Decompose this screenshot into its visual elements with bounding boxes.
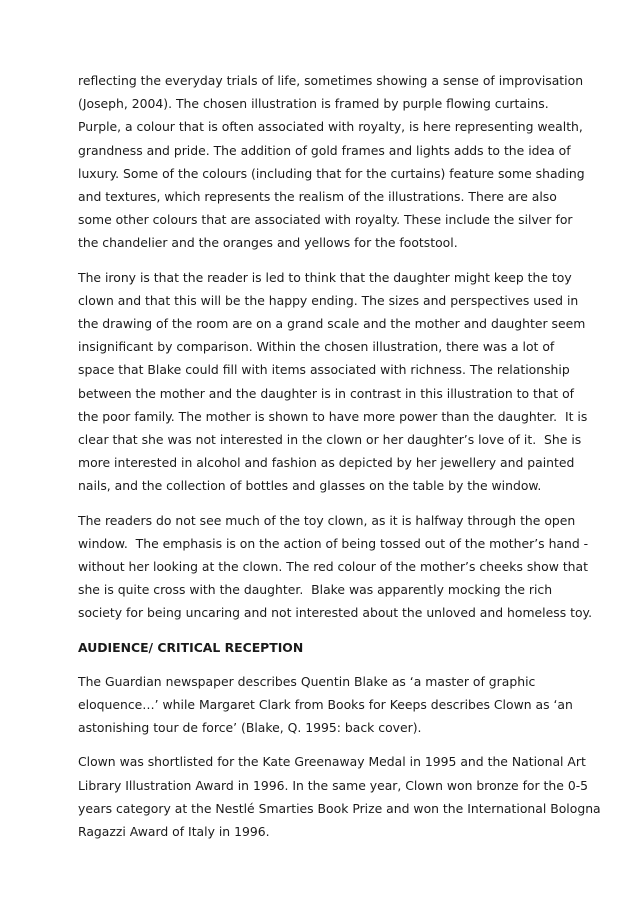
text-line: the drawing of the room are on a grand scale and the mother and daughter seem: [78, 316, 586, 332]
text-line: clown and that this will be the happy ending. The sizes and perspectives used in: [78, 292, 579, 308]
text-line: years category at the Nestlé Smarties Book Prize and won the International Bologna: [78, 800, 601, 816]
text-line: insignificant by comparison. Within the chosen illustration, there was a lot of: [78, 339, 555, 355]
text-line: The readers do not see much of the toy clown, as it is halfway through the open: [78, 512, 576, 528]
text-line: the chandelier and the oranges and yellows for the footstool.: [78, 235, 458, 251]
text-line: Clown was shortlisted for the Kate Greenaway Medal in 1995 and the National Art: [78, 754, 586, 770]
paragraph-toy-clown: [78, 509, 593, 625]
text-line: more interested in alcohol and fashion as depicted by her jewellery and painted: [78, 455, 575, 471]
text-line: society for being uncaring and not interested about the unloved and homeless toy.: [78, 605, 593, 621]
paragraph-awards: [78, 750, 601, 843]
text-line: Purple, a colour that is often associated with royalty, is here representing wealth,: [78, 119, 583, 135]
text-line: nails, and the collection of bottles and glasses on the table by the window.: [78, 478, 542, 494]
text-line: grandness and pride. The addition of gold frames and lights adds to the idea of: [78, 142, 571, 158]
text-line: space that Blake could fill with items associated with richness. The relationship: [78, 362, 570, 378]
paragraph-curtains-colours: [78, 69, 585, 255]
text-line: some other colours that are associated with royalty. These include the silver for: [78, 212, 573, 228]
text-line: Ragazzi Award of Italy in 1996.: [78, 824, 270, 840]
text-line: and textures, which represents the realism of the illustrations. There are also: [78, 189, 557, 205]
text-line: she is quite cross with the daughter. Blake was apparently mocking the rich: [78, 582, 553, 598]
text-line: window. The emphasis is on the action of being tossed out of the mother’s hand -: [78, 535, 589, 551]
text-line: reflecting the everyday trials of life, sometimes showing a sense of improvisation: [78, 73, 584, 88]
section-heading: AUDIENCE/ CRITICAL RECEPTION: [78, 639, 304, 655]
text-line: clear that she was not interested in the clown or her daughter’s love of it. She is: [78, 432, 582, 448]
paragraph-guardian-review: [78, 670, 580, 740]
text-line: astonishing tour de force’ (Blake, Q. 1995: back cover).: [78, 720, 422, 736]
text-line: The irony is that the reader is led to think that the daughter might keep the toy: [78, 269, 572, 285]
text-line: without her looking at the clown. The red colour of the mother’s cheeks show that: [78, 559, 588, 575]
text-line: (Joseph, 2004). The chosen illustration is framed by purple flowing curtains.: [78, 96, 549, 112]
text-line: luxury. Some of the colours (including that for the curtains) feature some shading: [78, 165, 585, 181]
paragraph-irony: [78, 266, 588, 498]
text-line: the poor family. The mother is shown to have more power than the daughter. It is: [78, 408, 588, 424]
text-line: The Guardian newspaper describes Quentin Blake as ‘a master of graphic: [78, 673, 536, 689]
text-line: eloquence…’ while Margaret Clark from Books for Keeps describes Clown as ‘an: [78, 697, 573, 713]
text-line: Library Illustration Award in 1996. In the same year, Clown won bronze for the 0-5: [78, 777, 589, 793]
text-line: between the mother and the daughter is in contrast in this illustration to that of: [78, 385, 575, 401]
